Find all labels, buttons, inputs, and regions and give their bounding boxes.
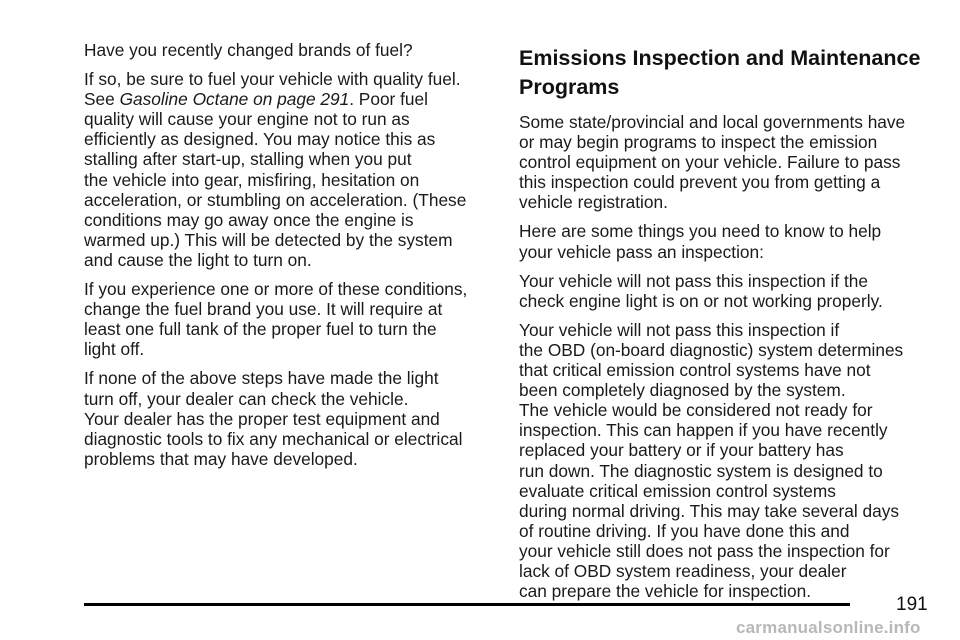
fuel-quality-details: . Poor fuel quality will cause your engine not to run as efficiently as designed. You may notice this as stalling after start-up, stalling when you put the vehicle into gear, misfiring, hesitation on acceleration, or stumbling on acceleration. (These conditions may go away once the engine is warmed up.) This will be detected by the system and cause the light to turn on. — [84, 89, 467, 270]
footer-rule — [84, 603, 850, 606]
page-number: 191 — [896, 594, 928, 615]
left-column — [84, 40, 504, 478]
fuel-quality-paragraph — [84, 69, 504, 270]
check-engine-light-paragraph: Your vehicle will not pass this inspection if the check engine light is on or not working properly. — [519, 270, 883, 311]
things-to-know-paragraph: Here are some things you need to know to help your vehicle pass an inspection: — [519, 221, 882, 262]
gasoline-octane-reference[interactable]: Gasoline Octane on page 291 — [119, 89, 350, 110]
inspection-intro-paragraph: Some state/provincial and local governments have or may begin programs to inspect the emission control equipment on your vehicle. Failure to pass this inspection could prevent you from getting a vehicle registration. — [519, 112, 906, 213]
site-watermark: carmanualsonline.info — [736, 618, 921, 637]
dealer-check-paragraph: If none of the above steps have made the light turn off, your dealer can check the vehicle. Your dealer has the proper test equipment and diagnostic tools to fix any mechanical or electrical problems that may have developed. — [84, 368, 463, 469]
fuel-quality-intro: If so, be sure to fuel your vehicle with quality fuel. See — [84, 69, 461, 110]
right-column — [519, 44, 939, 610]
section-heading: Emissions Inspection and Maintenance Programs — [519, 46, 921, 99]
obd-readiness-paragraph: Your vehicle will not pass this inspection if the OBD (on-board diagnostic) system determines that critical emission control systems have not been completely diagnosed by the system. The vehicle would be considered not ready for inspection. This can happen if you have recently replaced your battery or if your battery has run down. The diagnostic system is designed to evaluate critical emission control systems during normal driving. This may take several days of routine driving. If you have done this and your vehicle still does not pass the inspection for lack of OBD system readiness, your dealer can prepare the vehicle for inspection. — [519, 319, 904, 602]
change-fuel-paragraph: If you experience one or more of these conditions, change the fuel brand you use. It will require at least one full tank of the proper fuel to turn the light off. — [84, 279, 468, 360]
fuel-brand-question: Have you recently changed brands of fuel? — [84, 40, 413, 60]
